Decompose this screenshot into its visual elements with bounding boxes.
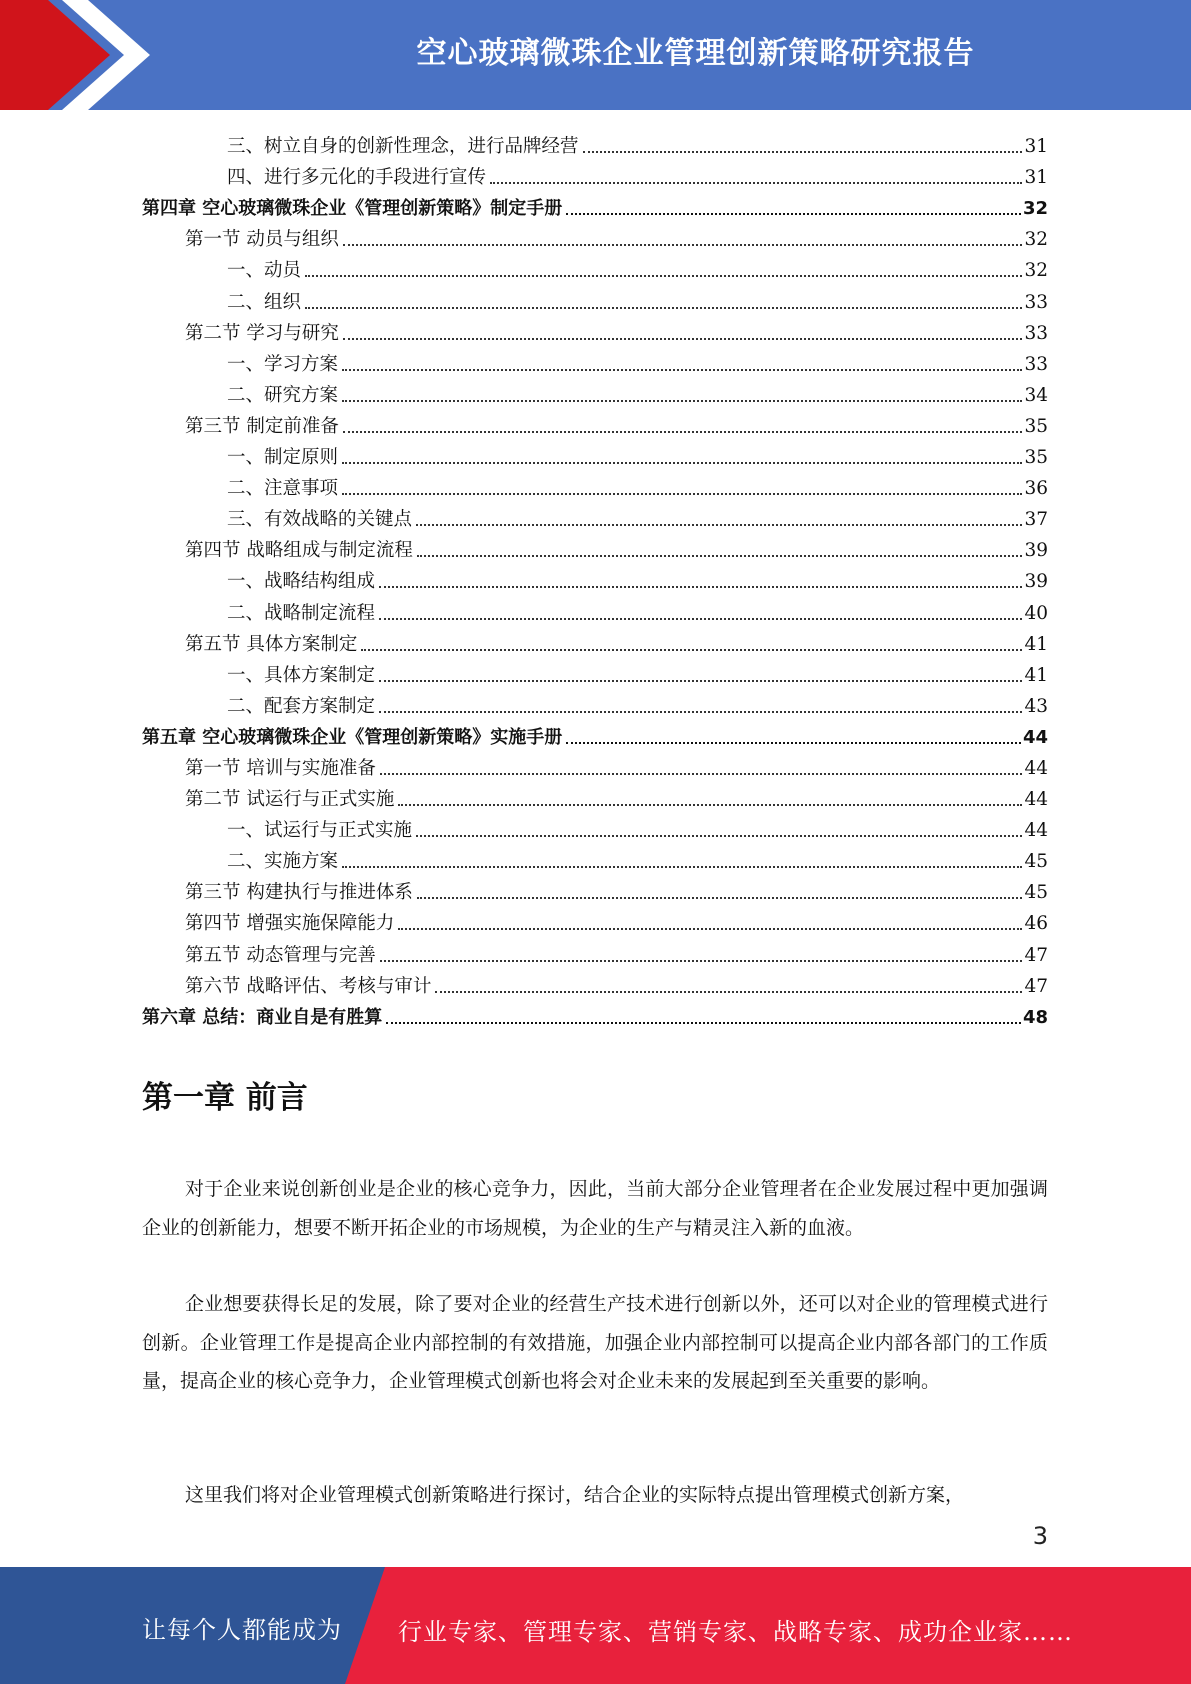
toc-entry-label: 四、进行多元化的手段进行宣传	[227, 167, 487, 189]
table-of-contents	[142, 128, 1048, 1030]
toc-entry-page: 48	[1022, 1006, 1048, 1028]
toc-entry-page: 41	[1024, 633, 1048, 655]
toc-entry[interactable]	[142, 159, 1048, 190]
toc-entry-label: 一、具体方案制定	[227, 664, 376, 686]
toc-entry-label: 二、战略制定流程	[227, 602, 376, 624]
toc-entry-label: 一、试运行与正式实施	[227, 820, 413, 842]
toc-entry-page: 44	[1024, 789, 1048, 811]
page-number: 3	[1032, 1522, 1048, 1550]
toc-entry-label: 第五节 具体方案制定	[185, 633, 358, 655]
toc-dot-leader	[386, 1022, 1021, 1024]
toc-entry[interactable]	[142, 968, 1048, 999]
toc-entry-label: 一、战略结构组成	[227, 571, 376, 593]
body-paragraph: 企业想要获得长足的发展，除了要对企业的经营生产技术进行创新以外，还可以对企业的管理模式进行创新。企业管理工作是提高企业内部控制的有效措施，加强企业内部控制可以提高企业内部各部门的工作质量，提高企业的核心竞争力，企业管理模式创新也将会对企业未来的发展起到至关重要的影响。	[142, 1293, 1048, 1392]
toc-entry[interactable]	[142, 781, 1048, 812]
toc-dot-leader	[380, 960, 1023, 962]
toc-entry[interactable]	[142, 905, 1048, 936]
toc-entry-page: 47	[1024, 975, 1048, 997]
toc-entry-label: 三、有效战略的关键点	[227, 509, 413, 531]
toc-entry-label: 二、组织	[227, 291, 302, 313]
toc-entry-label: 三、树立自身的创新性理念，进行品牌经营	[227, 136, 579, 158]
footer-slogan-left: 让每个人都能成为	[142, 1616, 342, 1644]
footer-slogan-right: 行业专家、管理专家、营销专家、战略专家、成功企业家……	[398, 1618, 1073, 1646]
toc-entry-page: 31	[1024, 136, 1048, 158]
toc-entry-label: 第一节 培训与实施准备	[185, 757, 376, 779]
toc-entry-label: 第四章 空心玻璃微珠企业《管理创新策略》制定手册	[142, 198, 563, 220]
toc-entry-page: 32	[1024, 260, 1048, 282]
toc-entry[interactable]	[142, 501, 1048, 532]
toc-entry[interactable]	[142, 315, 1048, 346]
toc-dot-leader	[379, 711, 1022, 713]
toc-entry-page: 36	[1024, 478, 1048, 500]
toc-entry[interactable]	[142, 750, 1048, 781]
toc-dot-leader	[361, 649, 1022, 651]
toc-entry-page: 47	[1024, 944, 1048, 966]
chapter-heading: 第一章 前言	[142, 1080, 308, 1116]
toc-entry-page: 32	[1022, 198, 1048, 220]
toc-entry-label: 一、动员	[227, 260, 302, 282]
report-title: 空心玻璃微珠企业管理创新策略研究报告	[416, 36, 975, 71]
toc-entry-page: 33	[1024, 353, 1048, 375]
toc-entry-label: 第二节 学习与研究	[185, 322, 339, 344]
toc-entry-label: 第三节 制定前准备	[185, 415, 339, 437]
toc-dot-leader	[417, 555, 1023, 557]
toc-entry[interactable]	[142, 688, 1048, 719]
toc-entry-page: 34	[1024, 384, 1048, 406]
toc-entry[interactable]	[142, 346, 1048, 377]
toc-entry[interactable]	[142, 594, 1048, 625]
toc-entry-page: 37	[1024, 509, 1048, 531]
toc-dot-leader	[305, 307, 1022, 309]
toc-entry-label: 第六章 总结：商业自是有胜算	[142, 1006, 383, 1028]
toc-dot-leader	[379, 618, 1022, 620]
toc-dot-leader	[379, 680, 1022, 682]
toc-entry-label: 第六节 战略评估、考核与审计	[185, 975, 432, 997]
toc-entry-page: 44	[1024, 820, 1048, 842]
toc-entry-page: 39	[1024, 571, 1048, 593]
toc-entry[interactable]	[142, 563, 1048, 594]
toc-dot-leader	[583, 151, 1023, 153]
toc-entry[interactable]	[142, 190, 1048, 221]
toc-entry[interactable]	[142, 874, 1048, 905]
toc-entry-label: 二、配套方案制定	[227, 695, 376, 717]
toc-dot-leader	[490, 182, 1022, 184]
toc-entry-page: 41	[1024, 664, 1048, 686]
toc-entry[interactable]	[142, 843, 1048, 874]
toc-entry-page: 45	[1024, 882, 1048, 904]
toc-entry[interactable]	[142, 377, 1048, 408]
toc-dot-leader	[398, 804, 1022, 806]
toc-entry-page: 40	[1024, 602, 1048, 624]
toc-dot-leader	[417, 897, 1023, 899]
toc-entry-label: 第四节 增强实施保障能力	[185, 913, 395, 935]
toc-entry-page: 44	[1022, 726, 1048, 748]
toc-dot-leader	[305, 275, 1022, 277]
toc-dot-leader	[342, 400, 1022, 402]
toc-entry[interactable]	[142, 470, 1048, 501]
toc-dot-leader	[342, 866, 1022, 868]
toc-entry-label: 一、制定原则	[227, 447, 339, 469]
toc-dot-leader	[343, 431, 1023, 433]
toc-entry-page: 43	[1024, 695, 1048, 717]
toc-entry[interactable]	[142, 532, 1048, 563]
toc-entry-page: 35	[1024, 415, 1048, 437]
toc-entry[interactable]	[142, 626, 1048, 657]
toc-entry[interactable]	[142, 439, 1048, 470]
toc-dot-leader	[343, 244, 1023, 246]
toc-entry-label: 第四节 战略组成与制定流程	[185, 540, 413, 562]
toc-entry[interactable]	[142, 999, 1048, 1030]
toc-entry-page: 33	[1024, 291, 1048, 313]
toc-entry-page: 31	[1024, 167, 1048, 189]
toc-entry-page: 46	[1024, 913, 1048, 935]
toc-entry-label: 第二节 试运行与正式实施	[185, 789, 395, 811]
toc-dot-leader	[435, 991, 1022, 993]
toc-entry[interactable]	[142, 221, 1048, 252]
toc-dot-leader	[343, 338, 1023, 340]
toc-dot-leader	[342, 493, 1022, 495]
toc-entry-page: 35	[1024, 447, 1048, 469]
toc-entry[interactable]	[142, 408, 1048, 439]
toc-dot-leader	[379, 586, 1022, 588]
toc-entry-page: 39	[1024, 540, 1048, 562]
toc-dot-leader	[380, 773, 1023, 775]
toc-dot-leader	[342, 369, 1022, 371]
toc-entry-label: 二、实施方案	[227, 851, 339, 873]
toc-dot-leader	[566, 213, 1021, 215]
page-footer	[0, 1567, 1191, 1684]
toc-entry-page: 45	[1024, 851, 1048, 873]
toc-entry[interactable]	[142, 719, 1048, 750]
page-header	[0, 0, 1191, 110]
toc-entry-label: 第五章 空心玻璃微珠企业《管理创新策略》实施手册	[142, 726, 563, 748]
toc-entry-page: 44	[1024, 757, 1048, 779]
toc-entry-page: 33	[1024, 322, 1048, 344]
toc-dot-leader	[416, 835, 1022, 837]
toc-dot-leader	[398, 928, 1022, 930]
body-paragraph: 这里我们将对企业管理模式创新策略进行探讨，结合企业的实际特点提出管理模式创新方案，	[185, 1484, 965, 1506]
toc-entry[interactable]	[142, 936, 1048, 967]
toc-entry[interactable]	[142, 283, 1048, 314]
toc-entry-label: 二、注意事项	[227, 478, 339, 500]
toc-entry-label: 第五节 动态管理与完善	[185, 944, 376, 966]
toc-entry-label: 二、研究方案	[227, 384, 339, 406]
toc-entry-page: 32	[1024, 229, 1048, 251]
toc-entry[interactable]	[142, 252, 1048, 283]
toc-entry[interactable]	[142, 657, 1048, 688]
toc-entry-label: 第三节 构建执行与推进体系	[185, 882, 413, 904]
toc-dot-leader	[566, 742, 1021, 744]
toc-dot-leader	[342, 462, 1022, 464]
toc-dot-leader	[416, 524, 1022, 526]
toc-entry[interactable]	[142, 128, 1048, 159]
toc-entry-label: 一、学习方案	[227, 353, 339, 375]
body-paragraph: 对于企业来说创新创业是企业的核心竞争力，因此，当前大部分企业管理者在企业发展过程中更加强调企业的创新能力，想要不断开拓企业的市场规模，为企业的生产与精灵注入新的血液。	[142, 1178, 1048, 1239]
toc-entry[interactable]	[142, 812, 1048, 843]
toc-entry-label: 第一节 动员与组织	[185, 229, 339, 251]
